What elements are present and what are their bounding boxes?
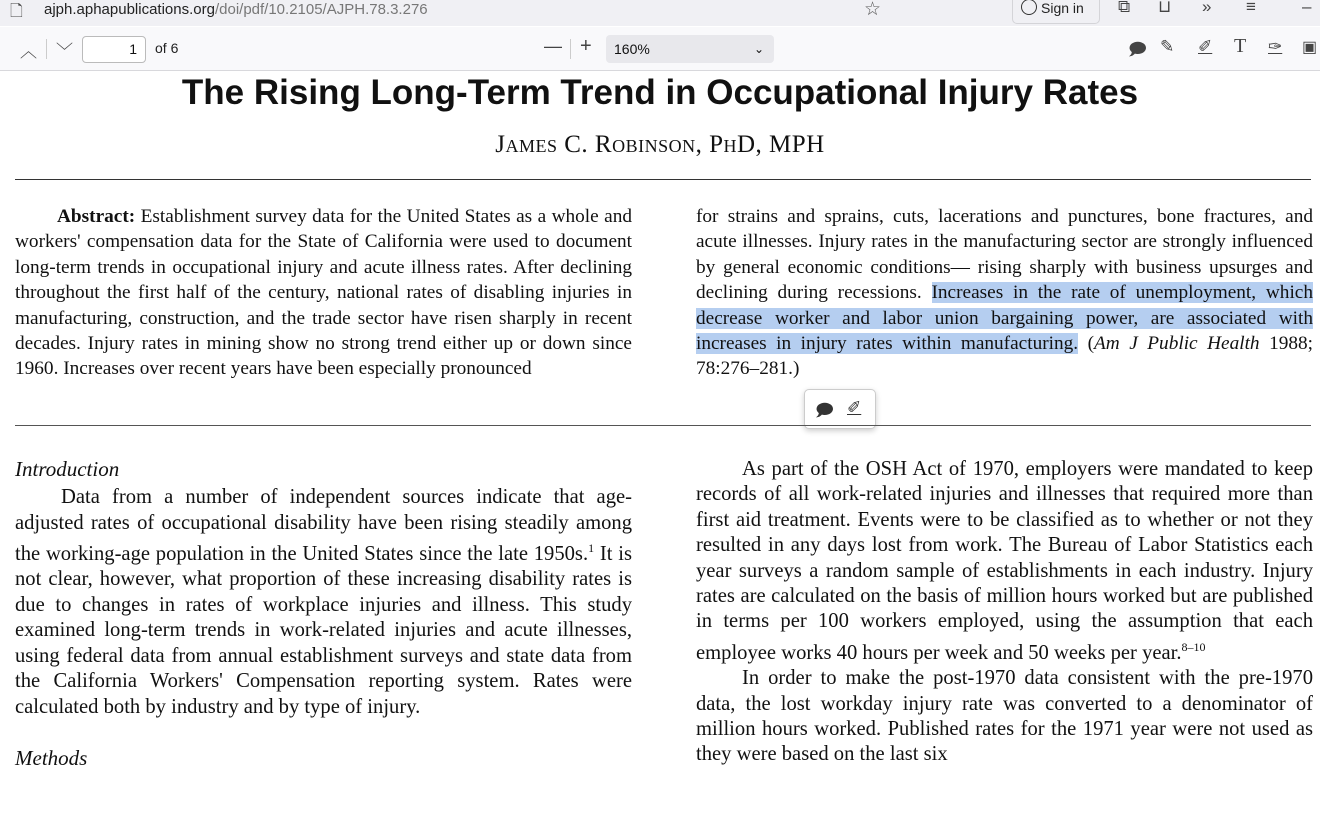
highlight-selection-icon[interactable]: ✐	[847, 398, 862, 417]
add-comment-icon[interactable]: 🗩	[815, 401, 834, 420]
citation-journal: Am J Public Health	[1094, 333, 1260, 355]
extensions-icon[interactable]: ⧉	[1118, 0, 1131, 16]
abstract-rule	[15, 425, 1311, 426]
abstract-right-column: for strains and sprains, cuts, lacerations and punctures, bone fractures, and acute illnesses. Injury rates in the manufacturing sector are strongly influenced by general economic conditions— rising sharply with business upsurges and declining during recessions. Increases in the rate of unemployment, which decrease worker and labor union bargaining power, are associated with increases in injury rates within manufacturing. (Am J Public Health 1988; 78:276–281.)	[696, 206, 1314, 380]
intro-text-b: It is not clear, however, what proportion of these increasing disability rates is due to changes in rates of workplace injuries and illness. This study examined long-term trends in work-related injuries and acute illnesses, using federal data from annual establishment surveys and state data from the California Workers' Compensation reporting system. Rates were calculated both by industry and by type of injury.	[15, 543, 632, 718]
bookmark-star-icon[interactable]: ☆	[864, 0, 882, 20]
pdf-page	[0, 71, 1320, 821]
previous-page-icon[interactable]: ︿	[20, 42, 37, 61]
right-para1-ref: 8–10	[1181, 639, 1206, 654]
draw-icon[interactable]: ✑	[1268, 37, 1283, 56]
site-info-icon[interactable]: 🗋	[10, 3, 23, 20]
sign-in-label: Sign in	[1041, 0, 1084, 16]
url-path: /doi/pdf/10.2105/AJPH.78.3.276	[214, 1, 428, 18]
account-icon	[1021, 0, 1037, 15]
browser-url-bar	[0, 0, 1320, 26]
url-field[interactable]	[44, 0, 428, 19]
page-number-input[interactable]: 1	[82, 36, 146, 63]
text-tool-icon[interactable]: T	[1234, 35, 1247, 57]
right-para2: In order to make the post-1970 data consistent with the pre-1970 data, the lost workday injury rate was converted to a denominator of million hours worked. Published rates for the 1971 year were not used as they were based on the last six	[696, 667, 1313, 766]
page-total-label: of 6	[155, 40, 179, 56]
abstract-text-left: Establishment survey data for the United States as a whole and workers' compensation data for the State of California were used to document long-term trends in occupational injury and acute illness rates. After declining throughout the first half of the century, national rates of disabling injuries in manufacturing, construction, and the trade sector have risen sharply in recent decades. Injury rates in mining show no strong trend either up or down since 1960. Increases over recent years have been especially pronounced	[15, 206, 632, 380]
sidebar-icon[interactable]: ⊔	[1158, 0, 1172, 16]
minimize-icon[interactable]: –	[1302, 0, 1312, 16]
right-para1: As part of the OSH Act of 1970, employers were mandated to keep records of all work-related injuries and illnesses that required more than first aid treatment. Events were to be classified as to whether or not they resulted in any days lost from work. The Bureau of Labor Statistics each year surveys a random sample of establishments in each industry. Injury rates are calculated on the basis of million hours worked but are published in terms per 100 workers employed, using the assumption that each employee works 40 hours per week and 50 weeks per year.	[696, 458, 1313, 664]
zoom-select[interactable]	[606, 35, 774, 63]
url-host: ajph.aphapublications.org	[44, 1, 215, 18]
toolbar-divider	[46, 39, 47, 59]
zoom-value: 160%	[614, 41, 650, 57]
highlight-icon[interactable]: ✐	[1198, 37, 1213, 56]
overflow-chevrons-icon[interactable]: »	[1202, 0, 1212, 16]
chevron-down-icon: ⌄	[753, 42, 764, 56]
abstract-text-right: for strains and sprains, cuts, lacerations and punctures, bone fractures, and acute illnesses. Injury rates in the manufacturing sector are strongly influenced by general economic conditions— rising sharply with business upsurges and declining during recessions.	[696, 206, 1313, 304]
zoom-in-icon[interactable]: +	[580, 35, 592, 57]
article-author: James C. Robinson, PhD, MPH	[495, 131, 825, 158]
abstract-left-column	[15, 204, 632, 382]
zoom-out-icon[interactable]: —	[544, 36, 562, 56]
selection-popup	[804, 389, 876, 429]
toolbar-divider	[570, 39, 571, 59]
abstract-label: Abstract:	[57, 206, 136, 227]
pdf-toolbar	[0, 27, 1320, 71]
sign-in-button[interactable]	[1012, 0, 1100, 24]
citation-details: 1988; 78:276–281.)	[696, 333, 1313, 380]
image-icon[interactable]: ▣	[1302, 39, 1318, 56]
intro-text-a: Data from a number of independent sources indicate that age-adjusted rates of occupational disability have been rising steadily among the working-age population in the United States since the late 1950s.	[15, 486, 632, 566]
introduction-heading: Introduction	[15, 457, 120, 481]
next-page-icon[interactable]: ﹀	[56, 42, 73, 61]
body-right-column	[696, 457, 1313, 768]
methods-heading: Methods	[15, 745, 88, 770]
comment-icon[interactable]: 🗩	[1128, 40, 1147, 59]
menu-icon[interactable]: ≡	[1246, 0, 1256, 16]
intro-column	[15, 457, 632, 771]
sign-icon[interactable]: ✎	[1160, 37, 1175, 56]
selected-text[interactable]: Increases in the rate of unemployment, which decrease worker and labor union bargaining power, are associated with increases in injury rates within manufacturing.	[696, 282, 1314, 355]
intro-ref: 1	[588, 541, 595, 556]
article-title: The Rising Long-Term Trend in Occupational Injury Rates	[181, 73, 1139, 112]
title-rule	[15, 179, 1311, 180]
